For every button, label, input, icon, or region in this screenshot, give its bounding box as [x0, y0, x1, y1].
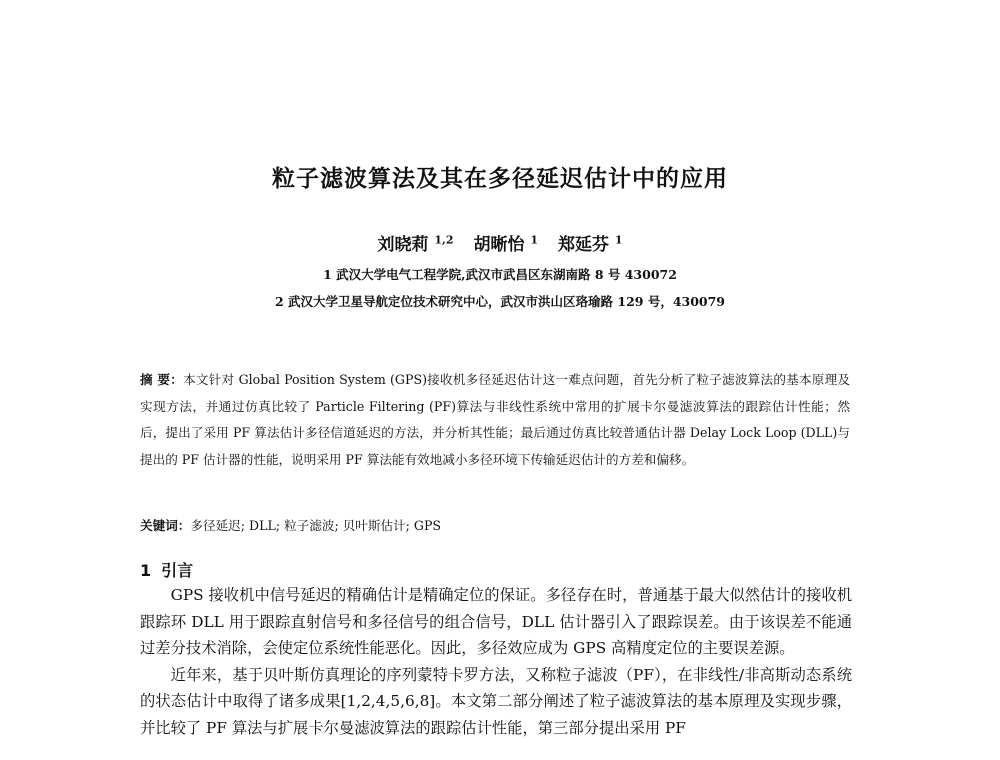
keywords-label: 关键词：	[140, 518, 191, 533]
section-title: 引言	[161, 561, 194, 580]
body-text	[140, 582, 852, 741]
author-affil-mark: 1,2	[434, 233, 454, 247]
author-3	[558, 235, 623, 255]
paper-title: 粒子滤波算法及其在多径延迟估计中的应用	[272, 166, 728, 192]
keywords	[140, 516, 850, 536]
author-2	[473, 235, 538, 255]
author-1	[377, 235, 453, 255]
affiliation-2: 2 武汉大学卫星导航定位技术研究中心，武汉市洪山区珞瑜路 129 号，430079	[274, 294, 726, 309]
section-number: 1	[140, 561, 152, 580]
author-name: 刘晓莉	[377, 235, 429, 255]
abstract	[140, 367, 850, 473]
abstract-text: 本文针对 Global Position System (GPS)接收机多径延迟估计这一难点问题，首先分析了粒子滤波算法的基本原理及实现方法，并通过仿真比较了 Particle Filtering (PF)算法与非线性系统中常用的扩展卡尔曼滤波算法的跟踪估计性能；然后，提出了采用 PF 算法估计多径信道延迟的方法，并分析其性能；最后通过仿真比较普通估计器 Delay Lock Loop (DLL)与提出的 PF 估计器的性能，说明采用 PF 算法能有效地减小多径环境下传输延迟估计的方差和偏移。	[140, 372, 851, 467]
keywords-text: 多径延迟; DLL; 粒子滤波; 贝叶斯估计; GPS	[190, 518, 442, 533]
abstract-label: 摘 要：	[140, 372, 184, 387]
author-list	[0, 230, 1000, 255]
affiliation-1: 1 武汉大学电气工程学院,武汉市武昌区东湖南路 8 号 430072	[323, 267, 677, 282]
author-name: 郑延芬	[557, 235, 609, 255]
author-affil-mark: 1	[614, 233, 623, 247]
paragraph-2: 近年来，基于贝叶斯仿真理论的序列蒙特卡罗方法，又称粒子滤波（PF），在非线性/非高斯动态系统的状态估计中取得了诸多成果[1,2,4,5,6,8]。本文第二部分阐述了粒子滤波算法的基本原理及实现步骤，并比较了 PF 算法与扩展卡尔曼滤波算法的跟踪估计性能，第三部分提出采用 PF	[140, 665, 852, 737]
paragraph-1: GPS 接收机中信号延迟的精确估计是精确定位的保证。多径存在时，普通基于最大似然估计的接收机跟踪环 DLL 用于跟踪直射信号和多径信号的组合信号，DLL 估计器引入了跟踪误差。由于该误差不能通过差分技术消除，会使定位系统性能恶化。因此，多径效应成为 GPS 高精度定位的主要误差源。	[140, 586, 852, 657]
author-affil-mark: 1	[530, 233, 539, 247]
author-name: 胡晰怡	[473, 235, 525, 255]
section-heading	[140, 558, 193, 581]
